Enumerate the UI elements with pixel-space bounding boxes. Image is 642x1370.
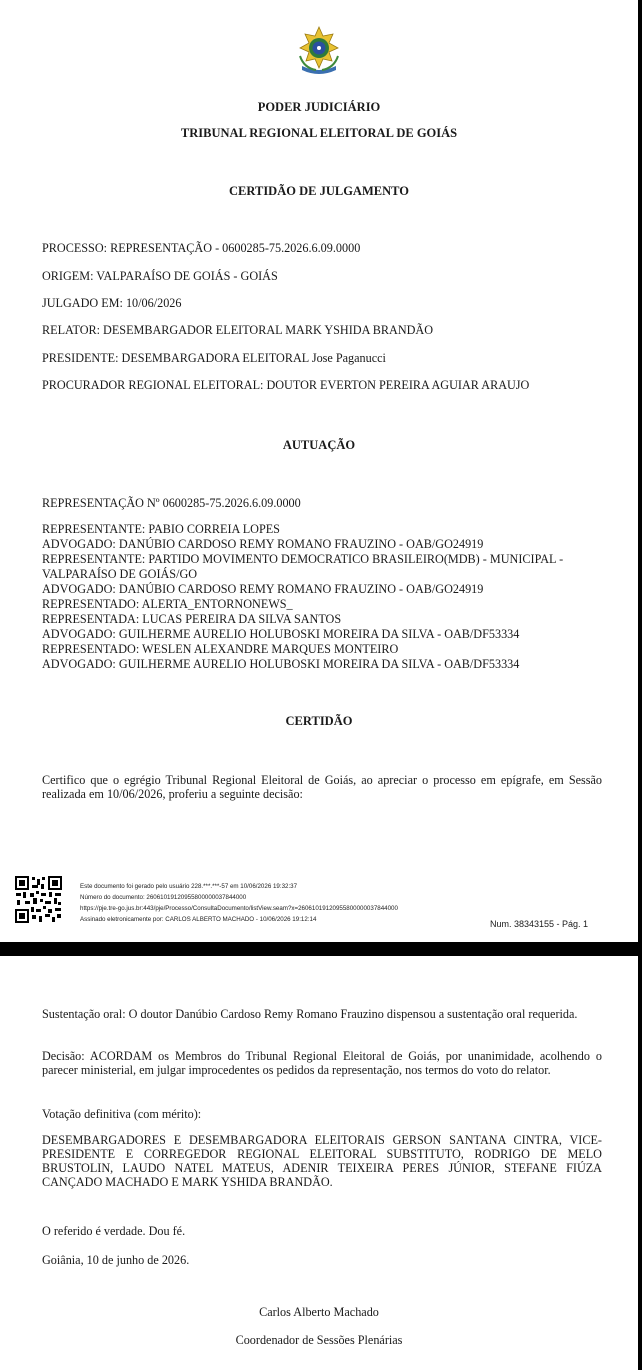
document-title: CERTIDÃO DE JULGAMENTO <box>229 184 409 198</box>
footer-signature: Assinado eletronicamente por: CARLOS ALBERTO MACHADO - 10/06/2026 19:12:14 <box>80 916 317 923</box>
header-tribunal: TRIBUNAL REGIONAL ELEITORAL DE GOIÁS <box>180 126 458 140</box>
party-line: ADVOGADO: DANÚBIO CARDOSO REMY ROMANO FRAUZINO - OAB/GO24919 <box>42 582 484 596</box>
presidente-line: PRESIDENTE: DESEMBARGADORA ELEITORAL Jose Paganucci <box>42 351 386 365</box>
signer-name: Carlos Alberto Machado <box>259 1305 379 1319</box>
footer-generated: Este documento foi gerado pelo usuário 228.***.***-57 em 10/06/2026 19:32:37 <box>80 883 298 890</box>
signer-role: Coordenador de Sessões Plenárias <box>235 1333 403 1347</box>
party-line: REPRESENTANTE: PABIO CORREIA LOPES <box>42 522 280 536</box>
party-line: ADVOGADO: GUILHERME AURELIO HOLUBOSKI MOREIRA DA SILVA - OAB/DF53334 <box>42 657 520 671</box>
party-line: ADVOGADO: DANÚBIO CARDOSO REMY ROMANO FRAUZINO - OAB/GO24919 <box>42 537 484 551</box>
party-line: REPRESENTANTE: PARTIDO MOVIMENTO DEMOCRATICO BRASILEIRO(MDB) - MUNICIPAL - <box>42 552 564 566</box>
decisao-text: Decisão: ACORDAM os Membros do Tribunal Regional Eleitoral de Goiás, por unanimidade, acolhendo o parecer ministerial, em julgar improcedentes os pedidos da representação, nos termos do voto do relator. <box>42 1049 602 1077</box>
party-line: REPRESENTADO: ALERTA_ENTORNONEWS_ <box>42 597 293 611</box>
party-line: REPRESENTADO: WESLEN ALEXANDRE MARQUES MONTEIRO <box>42 642 399 656</box>
representacao-number: REPRESENTAÇÃO Nº 0600285-75.2026.6.09.0000 <box>42 496 301 510</box>
votacao-label: Votação definitiva (com mérito): <box>42 1107 202 1121</box>
footer-url-link[interactable]: https://pje.tre-go.jus.br:443/pje/Processo/ConsultaDocumento/listView.seam?x=26061019120955800000037844000 <box>80 905 398 912</box>
party-line: REPRESENTADA: LUCAS PEREIRA DA SILVA SANTOS <box>42 612 342 626</box>
relator-line: RELATOR: DESEMBARGADOR ELEITORAL MARK YSHIDA BRANDÃO <box>42 323 434 337</box>
party-line: VALPARAÍSO DE GOIÁS/GO <box>42 567 198 581</box>
page-number: Num. 38343155 - Pág. 1 <box>490 919 589 929</box>
header-org: PODER JUDICIÁRIO <box>257 100 381 114</box>
autuacao-heading: AUTUAÇÃO <box>282 438 356 452</box>
footer-doc-number: Número do documento: 26061019120955800000037844000 <box>80 894 247 901</box>
membros-text: DESEMBARGADORES E DESEMBARGADORA ELEITORAIS GERSON SANTANA CINTRA, VICE-PRESIDENTE E CORREGEDOR REGIONAL ELEITORAL SUBSTITUTO, RODRIGO DE MELO BRUSTOLIN, LAUDO NATEL MATEUS, ADENIR TEIXEIRA PERES JÚNIOR, STEFANE FIÚZA CANÇADO MACHADO E MARK YSHIDA BRANDÃO. <box>42 1133 602 1189</box>
party-line: ADVOGADO: GUILHERME AURELIO HOLUBOSKI MOREIRA DA SILVA - OAB/DF53334 <box>42 627 520 641</box>
processo-line: PROCESSO: REPRESENTAÇÃO - 0600285-75.2026.6.09.0000 <box>42 241 361 255</box>
verdade-text: O referido é verdade. Dou fé. <box>42 1224 186 1238</box>
origem-line: ORIGEM: VALPARAÍSO DE GOIÁS - GOIÁS <box>42 269 278 283</box>
julgado-line: JULGADO EM: 10/06/2026 <box>42 296 182 310</box>
document-page-2 <box>0 956 638 1370</box>
brazil-coat-of-arms-icon <box>296 26 342 78</box>
procurador-line: PROCURADOR REGIONAL ELEITORAL: DOUTOR EVERTON PEREIRA AGUIAR ARAUJO <box>42 378 530 392</box>
certidao-heading: CERTIDÃO <box>285 714 353 728</box>
local-data-text: Goiânia, 10 de junho de 2026. <box>42 1253 190 1267</box>
qr-code-icon <box>14 875 63 924</box>
certidao-text: Certifico que o egrégio Tribunal Regional Eleitoral de Goiás, ao apreciar o processo em epígrafe, em Sessão realizada em 10/06/2026, proferiu a seguinte decisão: <box>42 773 602 801</box>
sustentacao-text: Sustentação oral: O doutor Danúbio Cardoso Remy Romano Frauzino dispensou a sustentação oral requerida. <box>42 1007 578 1021</box>
